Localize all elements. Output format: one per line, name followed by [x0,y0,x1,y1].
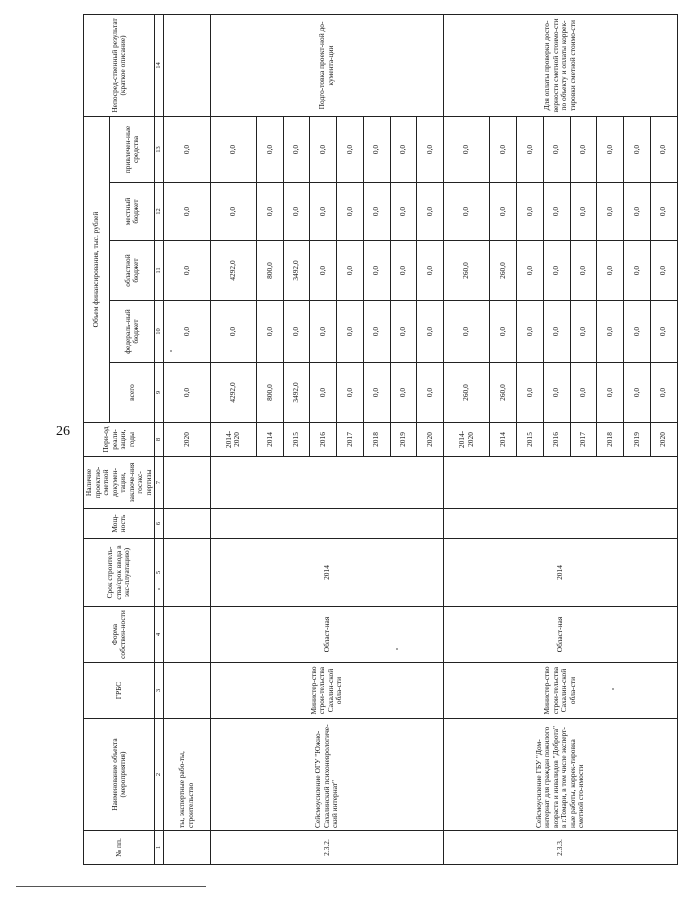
value-cell: 0,0 [517,363,544,423]
scan-speck [170,350,172,352]
carryover-value: 0,0 [164,301,210,363]
object-docs [443,457,677,509]
value-cell: 3492,0 [283,241,310,301]
value-cell: 0,0 [417,116,444,182]
value-cell: 0,0 [337,241,364,301]
value-cell: 0,0 [310,241,337,301]
column-number: 7 [155,457,164,509]
value-cell: 0,0 [257,183,284,241]
value-cell: 0,0 [363,301,390,363]
carryover-row [164,14,210,864]
carryover-num-cell [164,831,210,865]
value-cell: 0,0 [597,301,624,363]
page-number: 26 [56,424,70,439]
header-financing: Объем финансирования, тыс. рублей [84,116,110,422]
value-cell: 0,0 [283,301,310,363]
value-cell: 0,0 [597,363,624,423]
period-cell: 2019 [623,423,650,457]
value-cell: 0,0 [650,363,677,423]
value-cell: 0,0 [570,116,597,182]
value-cell: 0,0 [390,363,417,423]
value-cell: 260,0 [443,363,489,423]
value-cell: 4292,0 [210,363,256,423]
carryover-empty-cell [164,509,210,539]
carryover-empty-cell [164,539,210,607]
value-cell: 0,0 [337,183,364,241]
header-capacity: Мощ-ность [84,509,155,539]
value-cell: 0,0 [417,183,444,241]
table-row [443,14,489,864]
object-term: 2014 [210,539,443,607]
value-cell: 0,0 [417,241,444,301]
value-cell: 0,0 [310,183,337,241]
value-cell: 0,0 [543,301,570,363]
value-cell: 0,0 [650,116,677,182]
table-row [210,14,256,864]
object-docs [210,457,443,509]
value-cell: 0,0 [210,183,256,241]
object-result: Для оплаты проверки досто-верности сметной стоимо-сти по объекту и оплаты коррек-тировки сметной стоимо-сти [443,14,677,116]
value-cell: 0,0 [283,183,310,241]
value-cell: 0,0 [597,116,624,182]
value-cell: 0,0 [623,183,650,241]
period-cell: 2015 [517,423,544,457]
column-number: 9 [155,363,164,423]
value-cell: 260,0 [490,363,517,423]
period-cell: 2014-2020 [443,423,489,457]
header-num: № пп. [84,831,155,865]
value-cell: 0,0 [310,363,337,423]
value-cell: 0,0 [570,241,597,301]
value-cell: 0,0 [310,301,337,363]
object-result: Подго-товка проект-ной до-кумента-ции [210,14,443,116]
column-number-row [155,14,164,864]
period-cell: 2014-2020 [210,423,256,457]
value-cell: 0,0 [210,301,256,363]
carryover-value: 0,0 [164,363,210,423]
column-number: 12 [155,183,164,241]
column-number: 3 [155,663,164,719]
value-cell: 800,0 [257,363,284,423]
page-bottom-rule [16,886,206,887]
value-cell: 0,0 [283,116,310,182]
value-cell: 0,0 [623,363,650,423]
value-cell: 0,0 [570,363,597,423]
period-cell: 2017 [337,423,364,457]
value-cell: 0,0 [390,301,417,363]
header-local: местный бюджет [109,183,154,241]
column-number: 14 [155,14,164,116]
value-cell: 0,0 [597,241,624,301]
value-cell: 0,0 [623,241,650,301]
carryover-empty-cell [164,457,210,509]
value-cell: 0,0 [337,301,364,363]
value-cell: 0,0 [363,183,390,241]
column-number: 6 [155,509,164,539]
value-cell: 0,0 [210,116,256,182]
value-cell: 0,0 [543,241,570,301]
value-cell: 0,0 [517,301,544,363]
value-cell: 0,0 [337,363,364,423]
column-number: 13 [155,116,164,182]
object-term: 2014 [443,539,677,607]
value-cell: 0,0 [597,183,624,241]
header-period: Пери-од реали-зации, годы [84,423,155,457]
value-cell: 0,0 [443,183,489,241]
value-cell: 0,0 [490,116,517,182]
object-ownership: Област-ная [443,607,677,663]
column-number: 5 [155,539,164,607]
value-cell: 0,0 [257,116,284,182]
period-cell: 2017 [570,423,597,457]
column-number: 1 [155,831,164,865]
scan-speck [158,588,160,590]
value-cell: 0,0 [650,183,677,241]
value-cell: 4292,0 [210,241,256,301]
table-body [164,14,677,864]
financing-table [83,14,678,865]
header-result: Непосред-ственный результат (краткое описание) [84,14,155,116]
value-cell: 0,0 [310,116,337,182]
column-number: 8 [155,423,164,457]
object-num: 2.3.3. [443,831,677,865]
value-cell: 260,0 [443,241,489,301]
header-ownership: Форма собствен-ности [84,607,155,663]
header-regional: областной бюджет [109,241,154,301]
value-cell: 0,0 [390,116,417,182]
value-cell: 0,0 [363,116,390,182]
period-cell: 2016 [310,423,337,457]
value-cell: 0,0 [570,301,597,363]
carryover-period: 2020 [164,423,210,457]
value-cell: 0,0 [623,301,650,363]
header-grbs: ГРБС [84,663,155,719]
carryover-value: 0,0 [164,241,210,301]
value-cell: 0,0 [337,116,364,182]
period-cell: 2018 [363,423,390,457]
column-number: 10 [155,301,164,363]
value-cell: 0,0 [443,301,489,363]
carryover-empty-cell [164,663,210,719]
header-row-1 [84,14,110,864]
scan-speck [396,648,398,650]
value-cell: 0,0 [363,363,390,423]
carryover-name: ты, экспертные рабо-ты, строительство [164,719,210,831]
period-cell: 2014 [257,423,284,457]
value-cell: 0,0 [363,241,390,301]
header-name: Наименование объекта (мероприятия) [84,719,155,831]
period-cell: 2016 [543,423,570,457]
value-cell: 0,0 [490,301,517,363]
value-cell: 0,0 [650,301,677,363]
object-ownership: Област-ная [210,607,443,663]
object-name: Сейсмоусиление ОГУ "Южно-Сахалинский психоневрологиче-ский интернат" [210,719,443,831]
period-cell: 2015 [283,423,310,457]
carryover-value: 0,0 [164,183,210,241]
object-num: 2.3.2. [210,831,443,865]
financing-table-container [83,15,668,865]
period-cell: 2014 [490,423,517,457]
object-grbs: Министер-ство строи-тельства Сахалин-ской обла-сти [443,663,677,719]
column-number: 2 [155,719,164,831]
period-cell: 2019 [390,423,417,457]
value-cell: 0,0 [417,363,444,423]
value-cell: 0,0 [543,183,570,241]
rotated-table-frame [83,15,668,865]
value-cell: 0,0 [650,241,677,301]
value-cell: 260,0 [490,241,517,301]
column-number: 11 [155,241,164,301]
header-federal: федераль-ный бюджет [109,301,154,363]
header-term: Срок строитель-ства/срок ввода в экс-плуатацию) [84,539,155,607]
object-capacity [210,509,443,539]
carryover-value: 0,0 [164,116,210,182]
carryover-result-cell [164,14,210,116]
column-number: 4 [155,607,164,663]
value-cell: 0,0 [390,241,417,301]
header-total: всего [109,363,154,423]
period-cell: 2018 [597,423,624,457]
value-cell: 800,0 [257,241,284,301]
period-cell: 2020 [650,423,677,457]
value-cell: 0,0 [623,116,650,182]
value-cell: 0,0 [543,363,570,423]
value-cell: 0,0 [517,116,544,182]
period-cell: 2020 [417,423,444,457]
header-attracted: привлечен-ные средства [109,116,154,182]
value-cell: 0,0 [543,116,570,182]
header-docs: Наличие проектно-сметной докумен-тации, заключе-ния госэкс-пертизы [84,457,155,509]
value-cell: 0,0 [517,241,544,301]
value-cell: 0,0 [490,183,517,241]
object-grbs: Министер-ство строи-тельства Сахалин-ской обла-сти [210,663,443,719]
object-capacity [443,509,677,539]
value-cell: 0,0 [417,301,444,363]
value-cell: 0,0 [257,301,284,363]
value-cell: 0,0 [443,116,489,182]
value-cell: 3492,0 [283,363,310,423]
value-cell: 0,0 [390,183,417,241]
scan-speck [612,688,614,690]
value-cell: 0,0 [517,183,544,241]
value-cell: 0,0 [570,183,597,241]
carryover-empty-cell [164,607,210,663]
object-name: Сейсмоусиление ГБУ "Дом-интернат для граждан пожилого возраста и инвалидов "Доброта" в г.Томари, в том числе эксперт-ные работы, коррек-тировка сметной сто-имости [443,719,677,831]
